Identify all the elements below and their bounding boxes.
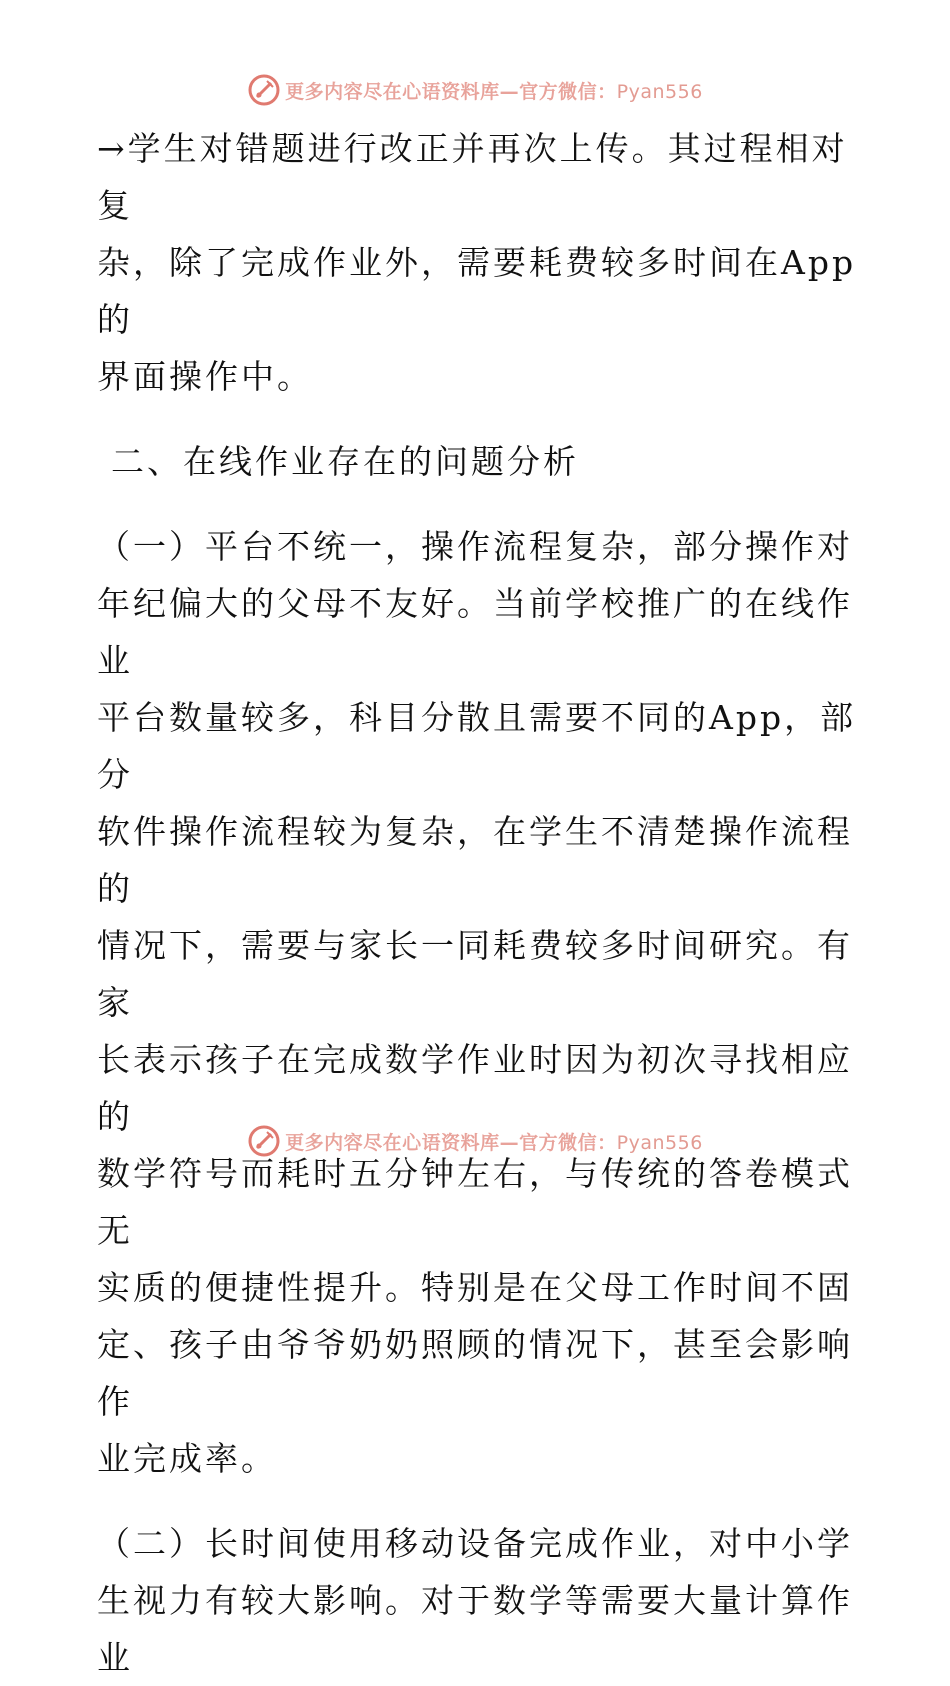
document-body (97, 120, 857, 1686)
brand-logo-icon (247, 73, 281, 107)
watermark-wechat-id: Pyan556 (616, 80, 703, 103)
paragraph-issue-2: （二）长时间使用移动设备完成作业，对中小学 生视力有较大影响。对于数学等需要大量计算作业 (97, 1524, 853, 1677)
watermark-text: 更多内容尽在心语资料库—官方微信：Pyan556 (285, 1131, 703, 1154)
brand-logo-icon (247, 1124, 281, 1158)
watermark-wechat-id: Pyan556 (616, 1131, 703, 1154)
section-heading: 二、在线作业存在的问题分析 (111, 442, 579, 481)
watermark-text: 更多内容尽在心语资料库—官方微信：Pyan556 (285, 80, 703, 103)
paragraph-issue-1: （一）平台不统一，操作流程复杂，部分操作对 年纪偏大的父母不友好。当前学校推广的在线作业 平台数量较多，科目分散且需要不同的App，部分 软件操作流程较为复杂，在学生不清楚操作流程的 情况下，需要与家长一同耗费较多时间研究。有家 长表示孩子在完成数学作业时因为初次寻找相应的 数学符号而耗时五分钟左右，与传统的答卷模式无 实质的便捷性提升。特别是在父母工作时间不固 定、孩子由爷爷奶奶照顾的情况下，甚至会影响作 业完成率。 (97, 527, 857, 1478)
watermark-footer (0, 1123, 950, 1159)
paragraph-continuation: →学生对错题进行改正并再次上传。其过程相对复 杂，除了完成作业外，需要耗费较多时间在App的 界面操作中。 (97, 129, 857, 396)
watermark-header (0, 72, 950, 108)
